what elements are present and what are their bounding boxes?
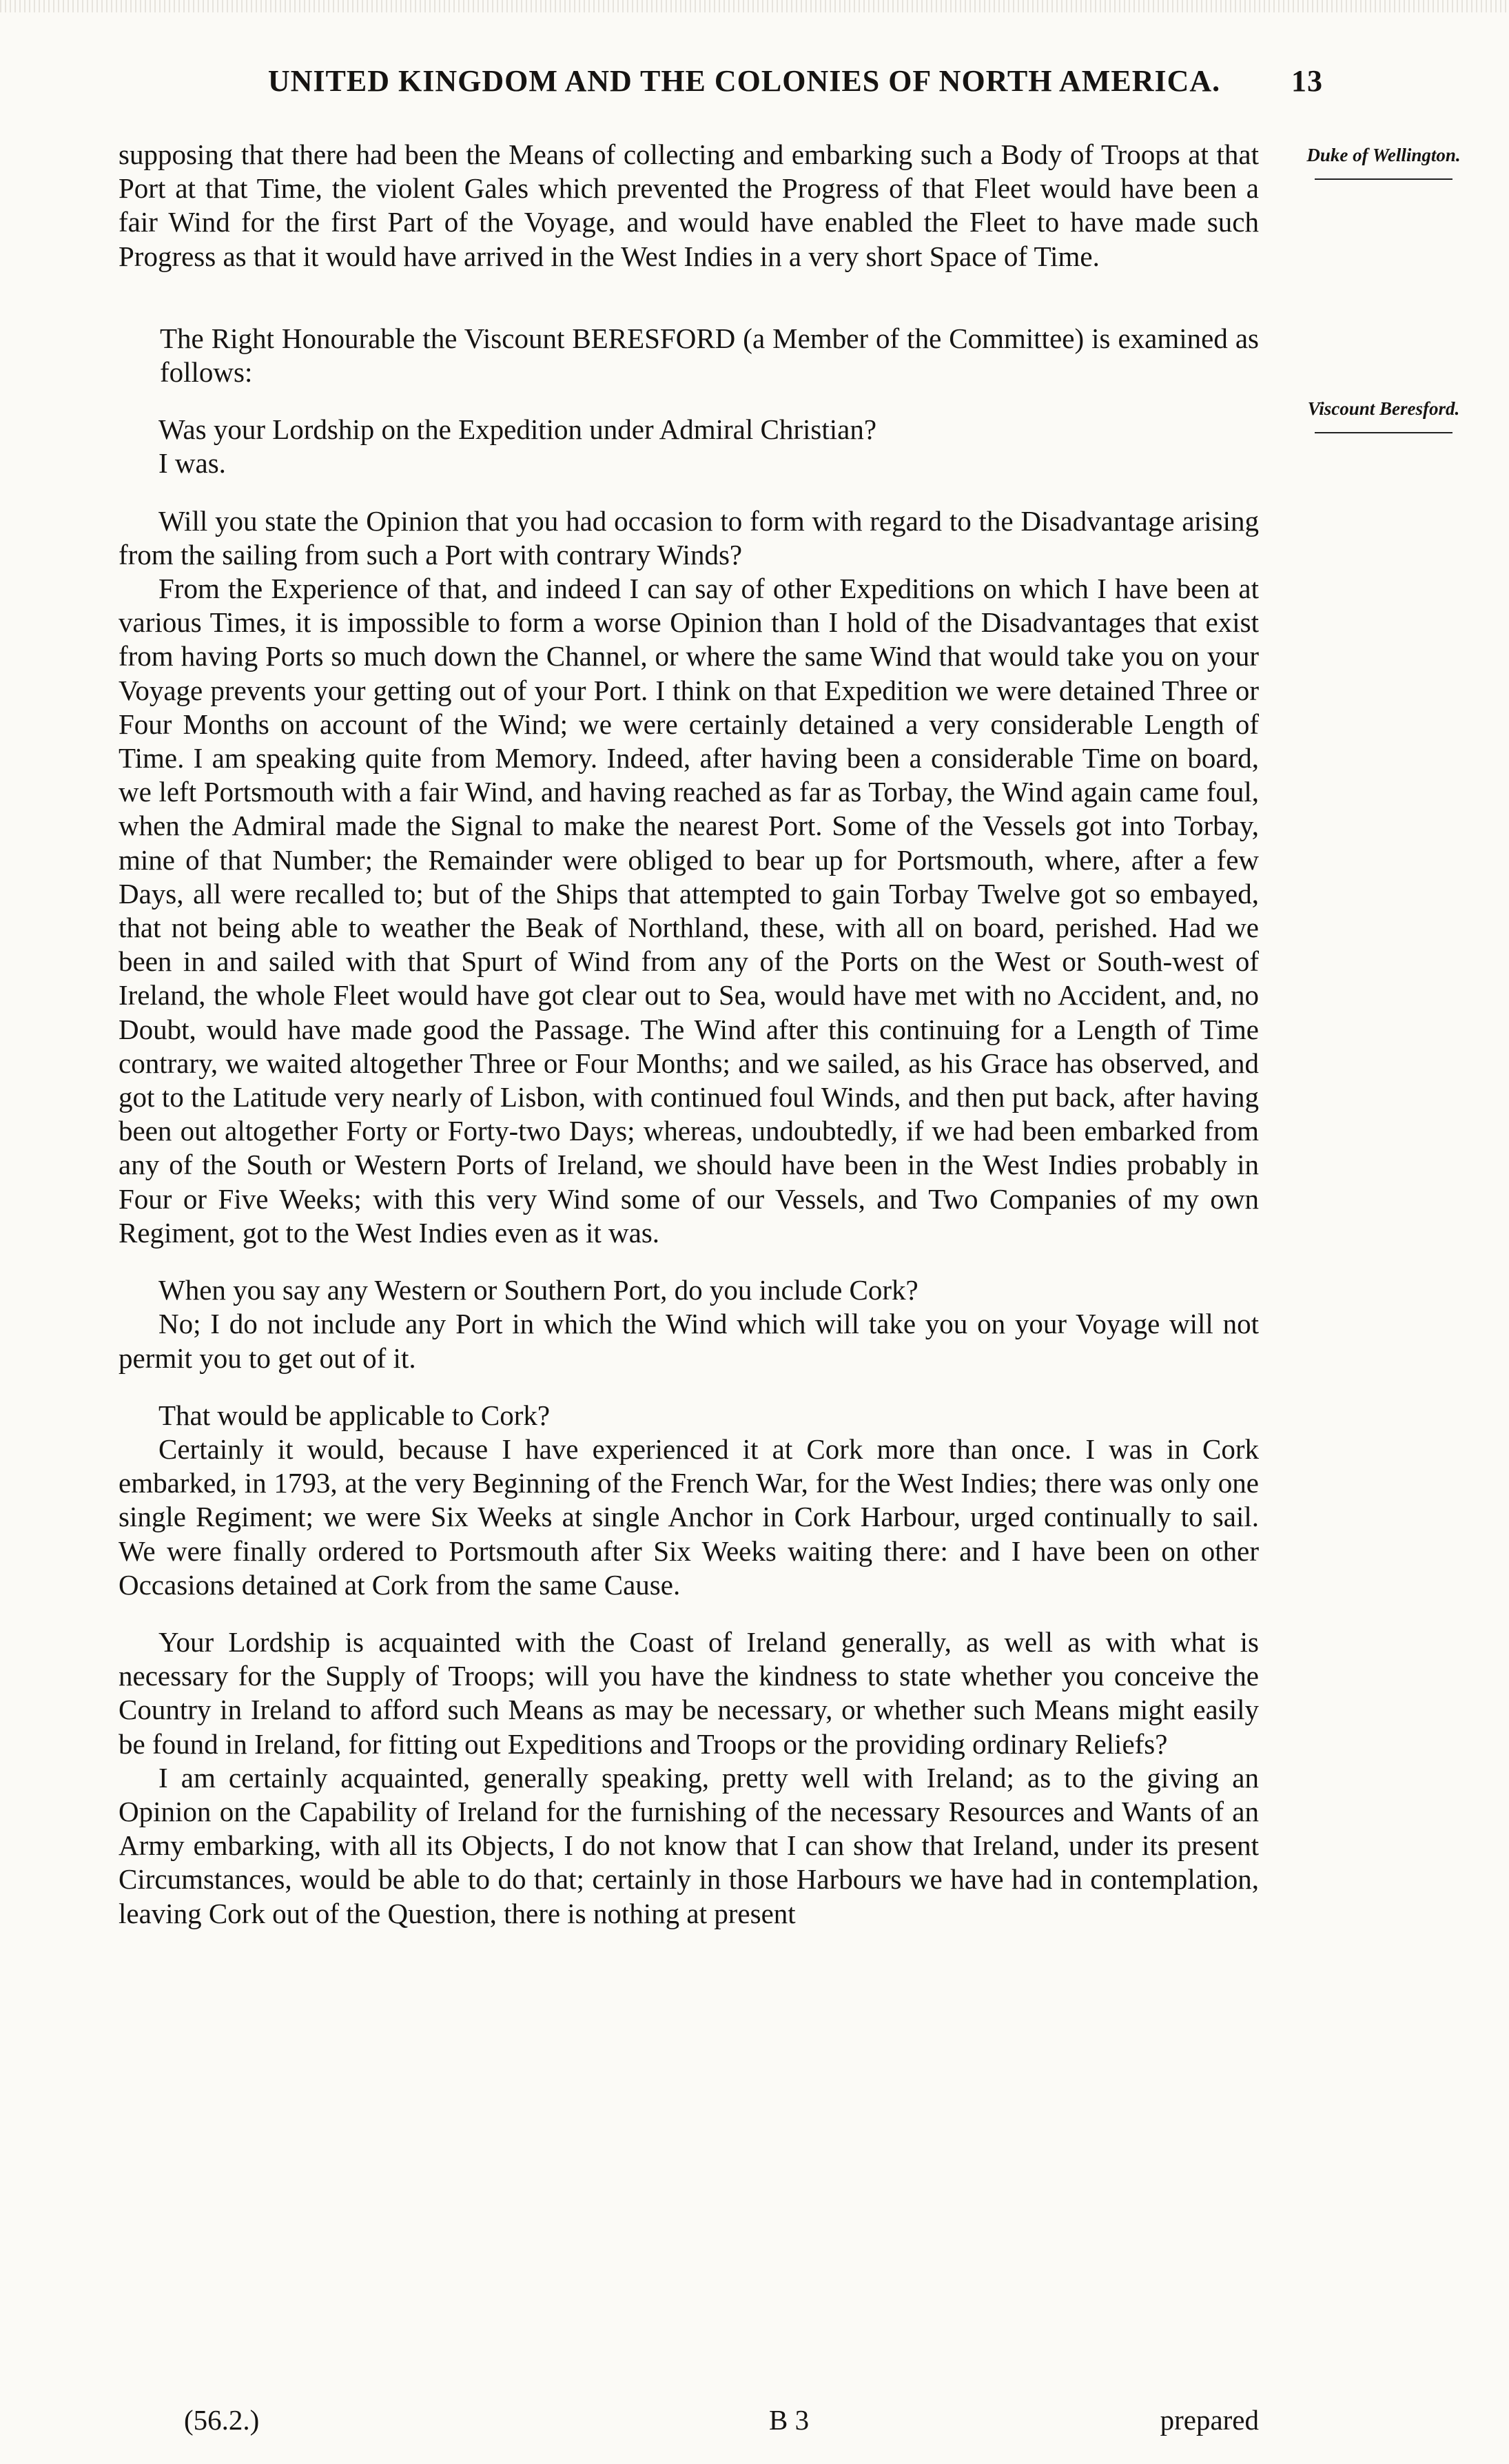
page-title: UNITED KINGDOM AND THE COLONIES OF NORTH AMERICA. — [267, 64, 1221, 98]
witness-introduction: The Right Honourable the Viscount BERESFORD (a Member of the Committee) is examined as follows: — [160, 322, 1259, 389]
margin-rule — [1315, 432, 1452, 433]
answer-1: I was. — [158, 447, 226, 480]
question-3: When you say any Western or Southern Port, do you include Cork? — [158, 1274, 918, 1306]
margin-rule — [1315, 178, 1452, 180]
catchword: prepared — [1160, 2404, 1259, 2436]
question-5: Your Lordship is acquainted with the Coast of Ireland generally, as well as with what is necessary for the Supply of Troops; will you have the kindness to state whether you conceive the Country in Ireland to afford such Means as may be necessary, or whether such Means might easily be found in Ireland, for fitting out Expeditions and Troops or the providing ordinary Reliefs? — [119, 1625, 1259, 1760]
sessional-number: (56.2.) — [184, 2404, 260, 2436]
answer-2: From the Experience of that, and indeed I can say of other Expeditions on which I have been at various Times, it is impossible to form a worse Opinion than I hold of the Disadvantages that exist from having Ports so much down the Channel, or where the same Wind that would take you on your Voyage prevents your getting out of your Port. I think on that Expedition we were detained Three or Four Months on account of the Wind; we were certainly detained a very considerable Length of Time. I am speaking quite from Memory. Indeed, after having been a considerable Time on board, we left Portsmouth with a fair Wind, and having reached as far as Torbay, the Wind again came foul, when the Admiral made the Signal to make the nearest Port. Some of the Vessels got into Torbay, mine of that Number; the Remainder were obliged to bear up for Portsmouth, where, after a few Days, all were recalled to; but of the Ships that attempted to gain Torbay Twelve got so embayed, that not being able to weather the Beak of Northland, these, with all on board, perished. Had we been in and sailed with that Spurt of Wind from any of the Ports on the West or South-west of Ireland, the whole Fleet would have got clear out to Sea, would have met with no Accident, and, no Doubt, would have made good the Passage. The Wind after this continuing for a Length of Time contrary, we waited altogether Three or Four Months; and we sailed, as his Grace has observed, and got to the Latitude very nearly of Lisbon, with continued foul Winds, and then put back, after having been out altogether Forty or Forty-two Days; whereas, undoubtedly, if we had been embarked from any of the South or Western Ports of Ireland, we should have been in the West Indies probably in Four or Five Weeks; with this very Wind some of our Vessels, and Two Companies of my own Regiment, got to the West Indies even as it was. — [119, 573, 1259, 1249]
margin-note-beresford: Viscount Beresford. — [1273, 398, 1494, 433]
question-1: Was your Lordship on the Expedition under Admiral Christian? — [158, 413, 877, 446]
document-body — [119, 138, 1259, 1931]
page-number: 13 — [1291, 64, 1323, 98]
answer-5: I am certainly acquainted, generally speaking, pretty well with Ireland; as to the giving an Opinion on the Capability of Ireland for the furnishing of the necessary Resources and Wants of an Army embarking, with all its Objects, I do not know that I can show that Ireland, under its present Circumstances, would be able to do that; certainly in those Harbours we have had in contemplation, leaving Cork out of the Question, there is nothing at present — [119, 1761, 1259, 1929]
page-footer — [119, 2403, 1259, 2438]
paragraph-continuation: supposing that there had been the Means of collecting and embarking such a Body of Troops at that Port at that Time, the violent Gales which prevented the Progress of that Fleet would have been a fair Wind for the first Part of the Voyage, and would have enabled the Fleet to have made such Progress as that it would have arrived in the West Indies in a very short Space of Time. — [119, 138, 1259, 272]
question-2: Will you state the Opinion that you had occasion to form with regard to the Disadvantage arising from the sailing from such a Port with contrary Winds? — [119, 504, 1259, 571]
question-4: That would be applicable to Cork? — [158, 1399, 551, 1431]
answer-3: No; I do not include any Port in which the Wind which will take you on your Voyage will not permit you to get out of it. — [119, 1308, 1259, 1374]
signature-mark: B 3 — [769, 2404, 810, 2436]
running-head — [179, 63, 1323, 99]
answer-4: Certainly it would, because I have experienced it at Cork more than once. I was in Cork embarked, in 1793, at the very Beginning of the French War, for the West Indies; there was only one single Regiment; we were Six Weeks at single Anchor in Cork Harbour, urged continually to sail. We were finally ordered to Portsmouth after Six Weeks waiting there: and I have been on other Occasions detained at Cork from the same Cause. — [119, 1433, 1259, 1601]
margin-note-duke: Duke of Wellington. — [1273, 145, 1494, 180]
scan-edge-noise — [0, 0, 1509, 12]
